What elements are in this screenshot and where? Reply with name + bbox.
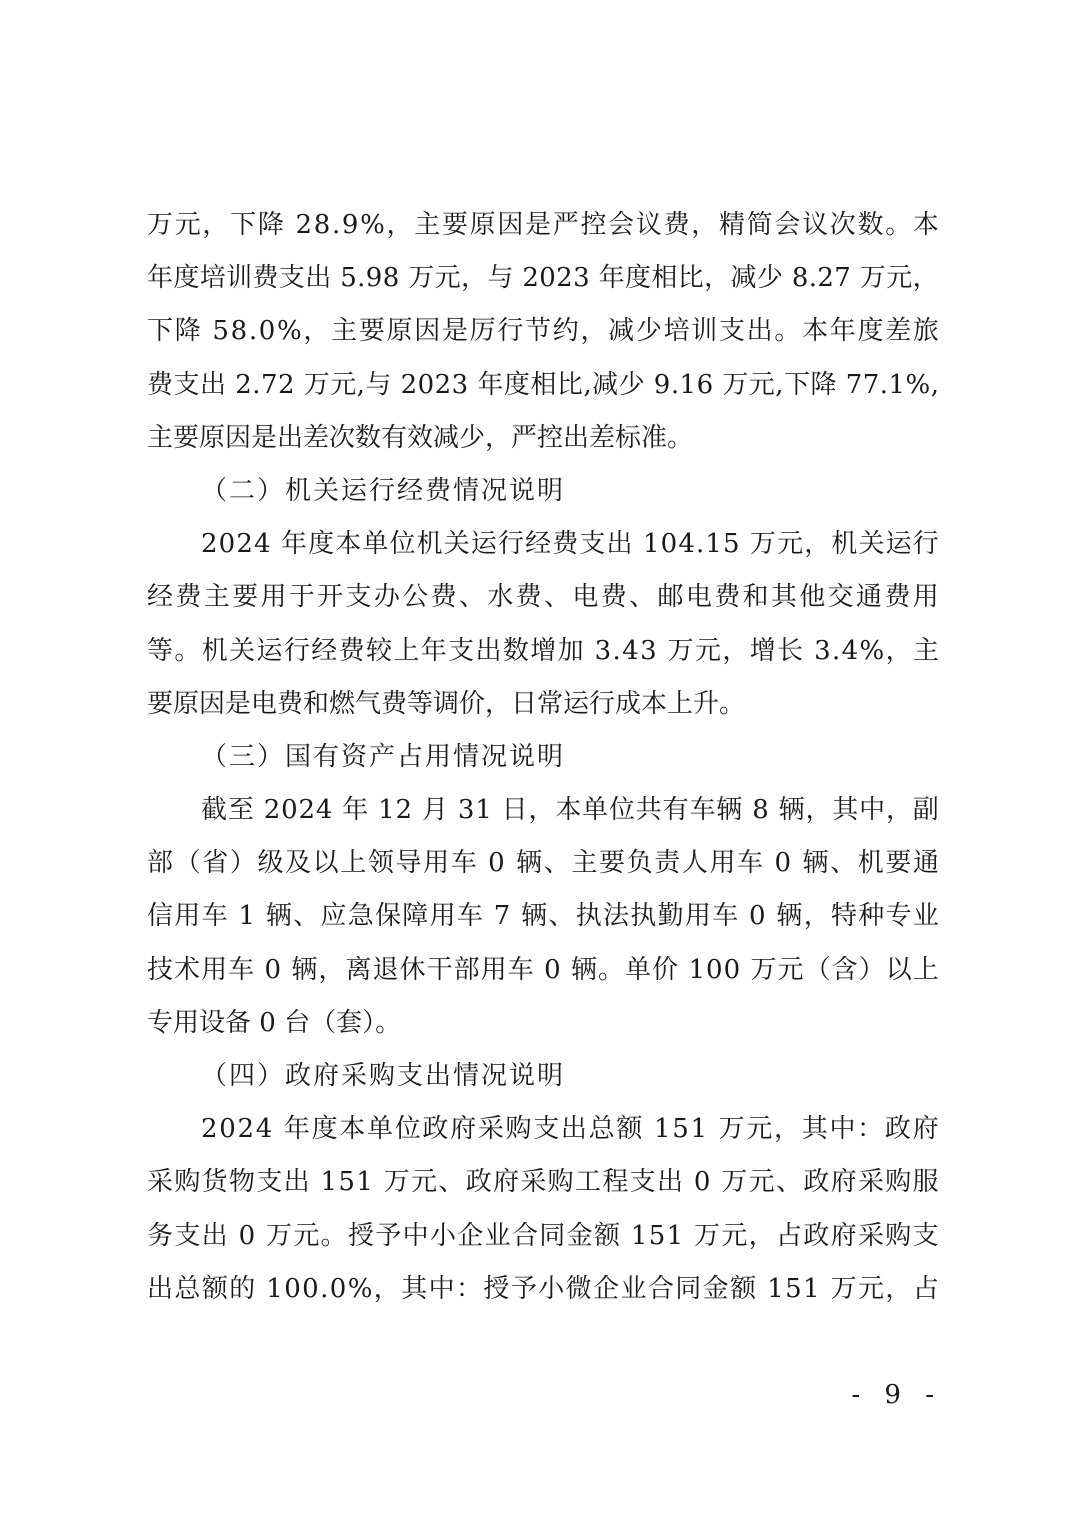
text-line: 年 度 培 训 费 支 出 5 . 9 8 万 元 ， 与 2 0 2 3 年 度 相 比 ， 减 少 8 . 2 7 万 元 ， (147, 263, 939, 294)
text-line: 务 支 出 0 万 元 。 授 予 中 小 企 业 合 同 金 额 1 5 1 万 元 ， 占 政 府 采 购 支 (147, 1220, 939, 1251)
text-line: 采 购 货 物 支 出 1 5 1 万 元 、 政 府 采 购 工 程 支 出 0 万 元 、 政 府 采 购 服 (147, 1167, 939, 1198)
text-line: 2 0 2 4 年 度 本 单 位 政 府 采 购 支 出 总 额 1 5 1 万 元 ， 其 中 ： 政 府 (201, 1114, 939, 1145)
page-number: - 9 - (851, 1380, 942, 1410)
text-line: 等 。 机 关 运 行 经 费 较 上 年 支 出 数 增 加 3 . 4 3 万 元 ， 增 长 3 . 4 % ， 主 (147, 635, 939, 666)
text-line: 主要原因是出差次数有效减少，严控出差标准。 (147, 422, 694, 453)
text-line: 信 用 车 1 辆 、 应 急 保 障 用 车 7 辆 、 执 法 执 勤 用 车 0 辆 ， 特 种 专 业 (147, 901, 939, 932)
section-heading: （三）国有资产占用情况说明 (201, 741, 566, 772)
section-heading: （四）政府采购支出情况说明 (201, 1061, 566, 1091)
document-body (147, 199, 939, 1316)
text-line: 经 费 主 要 用 于 开 支 办 公 费 、 水 费 、 电 费 、 邮 电 费 和 其 他 交 通 费 用 (147, 582, 939, 613)
text-line: 技 术 用 车 0 辆 ， 离 退 休 干 部 用 车 0 辆 。 单 价 1 0 0 万 元 （ 含 ） 以 上 (147, 954, 939, 985)
text-line: 费 支 出 2 . 7 2 万 元 , 与 2 0 2 3 年 度 相 比 , 减 少 9 . 1 6 万 元 , 下 降 7 7 . 1 % , (147, 369, 939, 400)
text-line: 部 （ 省 ） 级 及 以 上 领 导 用 车 0 辆 、 主 要 负 责 人 用 车 0 辆 、 机 要 通 (147, 848, 939, 879)
text-line: 出 总 额 的 1 0 0 . 0 % ， 其 中 ： 授 予 小 微 企 业 合 同 金 额 1 5 1 万 元 ， 占 (147, 1273, 939, 1304)
text-line: 截 至 2 0 2 4 年 1 2 月 3 1 日 ， 本 单 位 共 有 车 辆 8 辆 ， 其 中 ， 副 (201, 795, 939, 826)
section-heading: （二）机关运行经费情况说明 (201, 475, 566, 506)
text-line: 2 0 2 4 年 度 本 单 位 机 关 运 行 经 费 支 出 1 0 4 . 1 5 万 元 ， 机 关 运 行 (201, 529, 939, 560)
text-line: 专用设备 0 台（套）。 (147, 1007, 402, 1038)
text-line: 要原因是电费和燃气费等调价，日常运行成本上升。 (147, 688, 746, 719)
text-line: 下 降 5 8 . 0 % ， 主 要 原 因 是 厉 行 节 约 ， 减 少 培 训 支 出 。 本 年 度 差 旅 (147, 316, 939, 347)
text-line: 万 元 ， 下 降 2 8 . 9 % ， 主 要 原 因 是 严 控 会 议 费 ， 精 简 会 议 次 数 。 本 (147, 210, 939, 240)
